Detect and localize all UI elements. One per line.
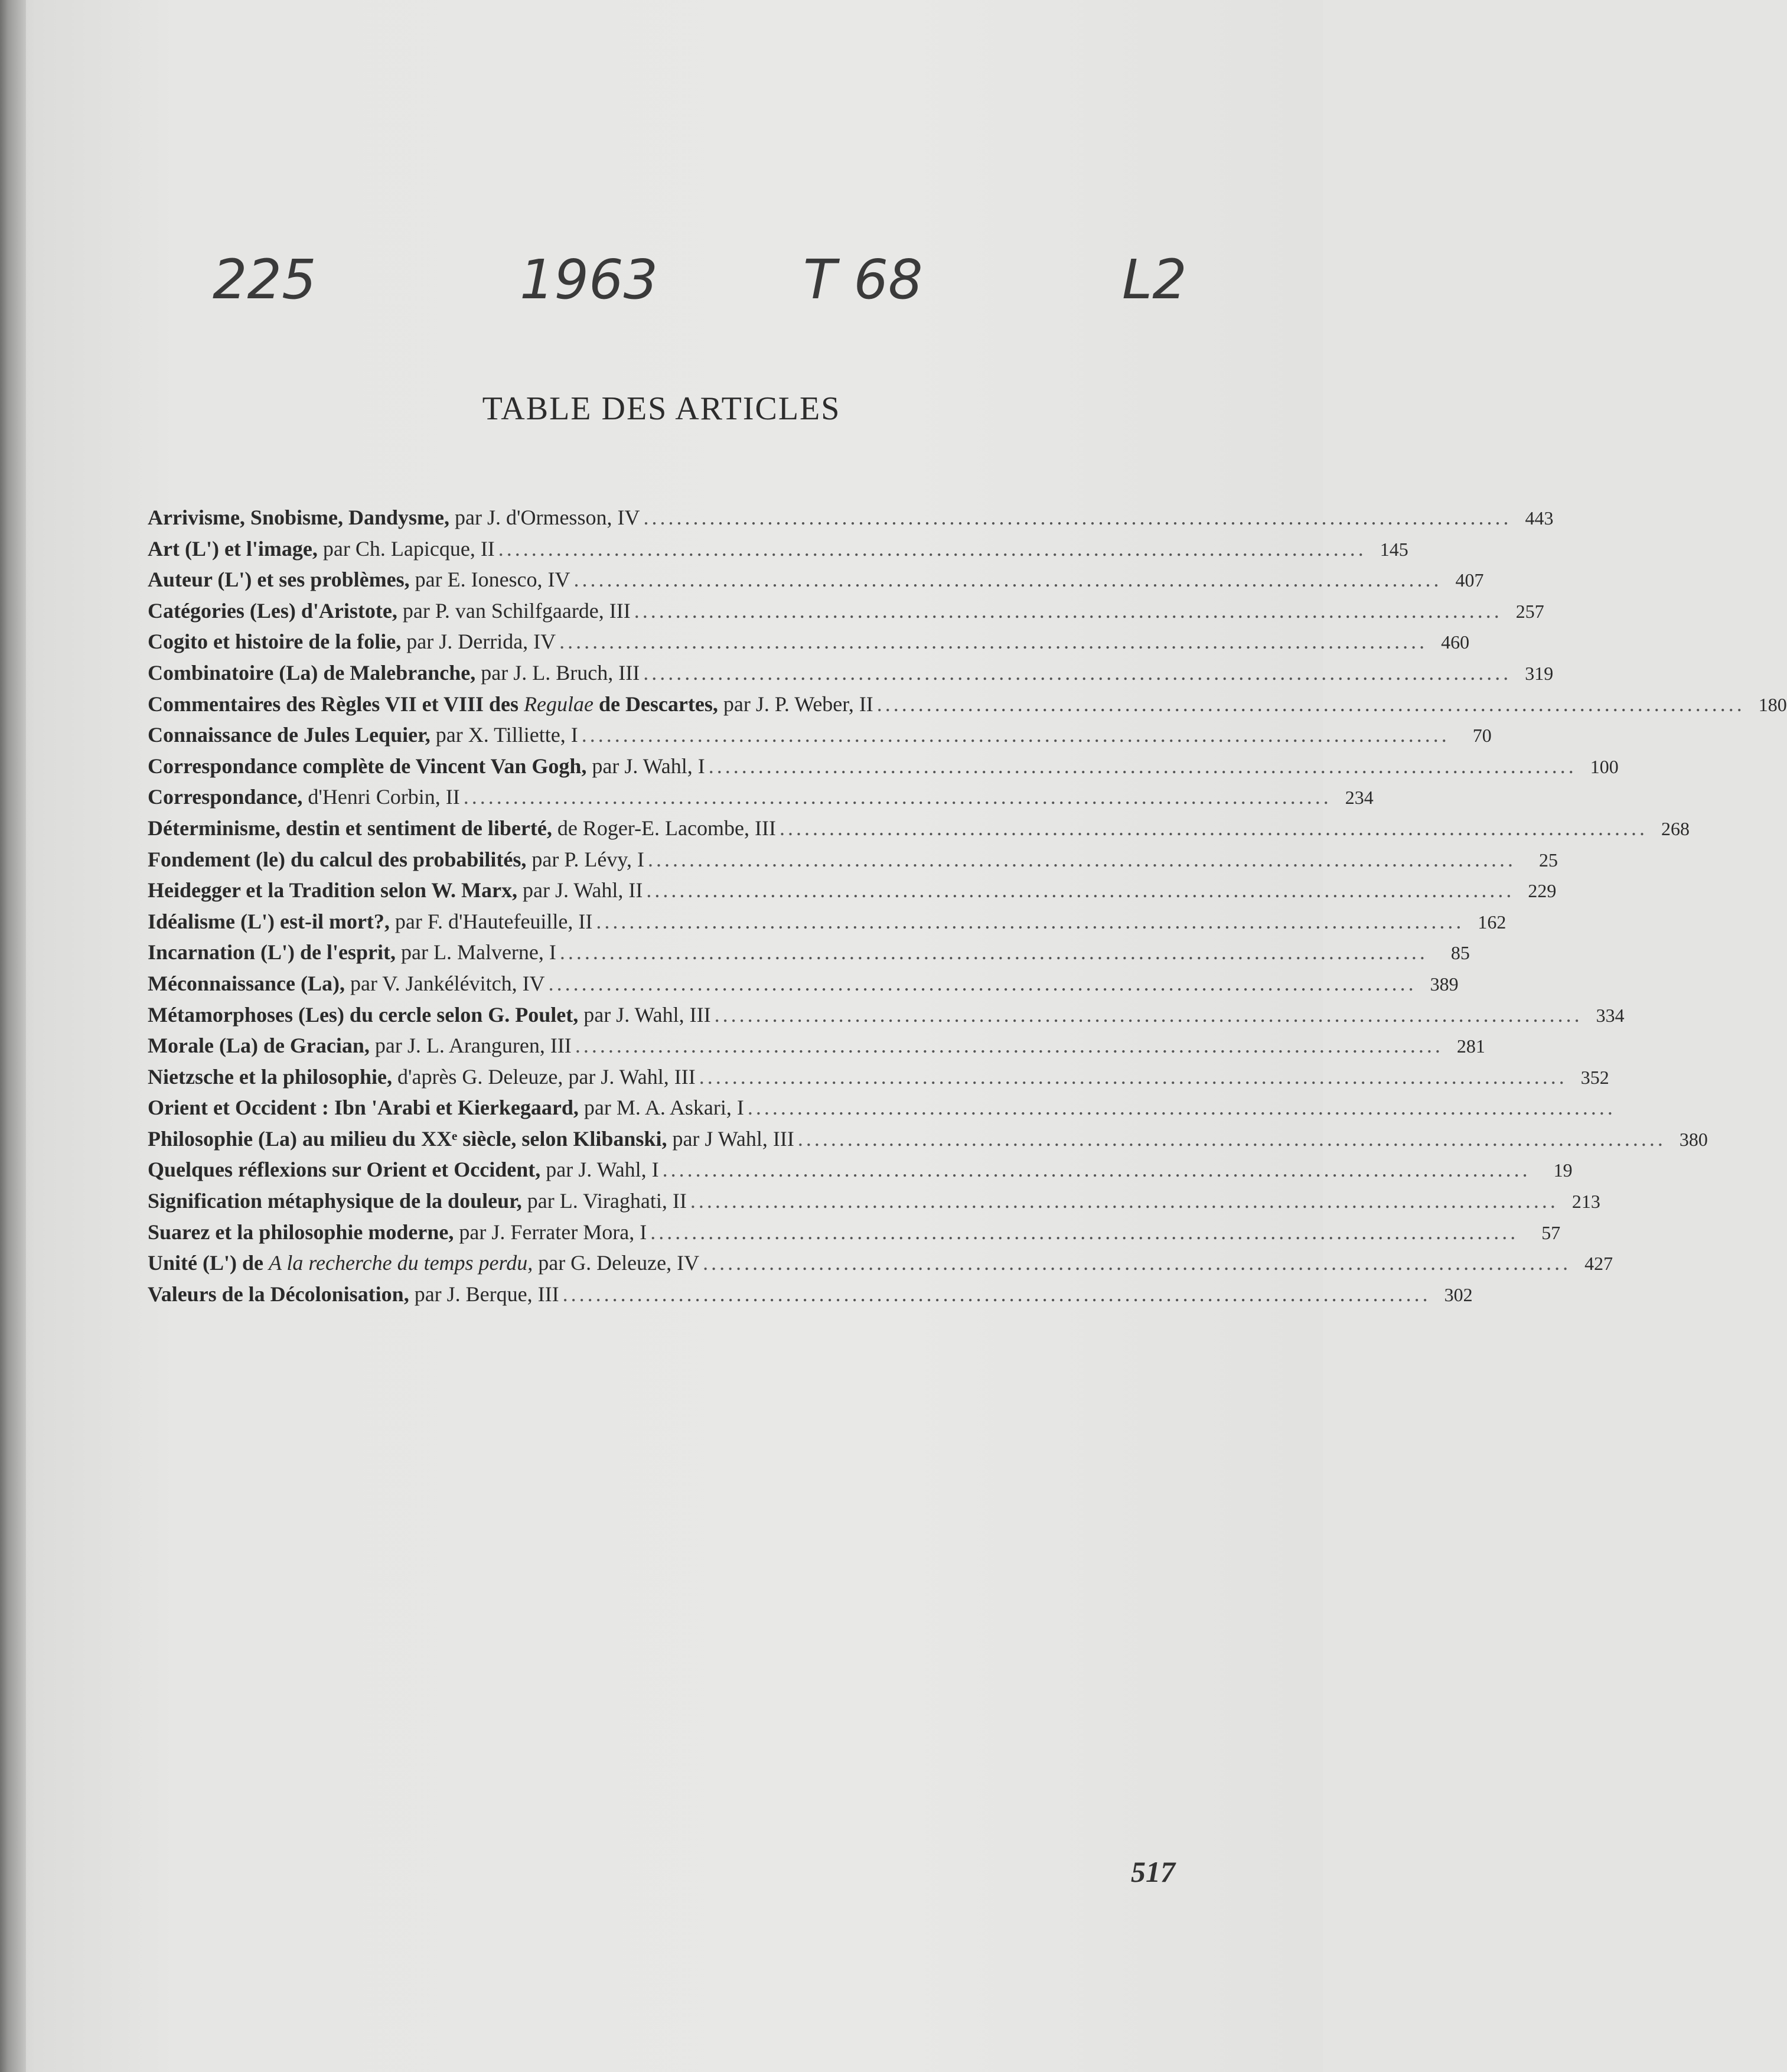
table-of-articles [148, 505, 1787, 1312]
entry-page-number: 334 [1596, 1004, 1625, 1026]
entry-author: par E. Ionesco, IV [409, 568, 570, 592]
dot-leader [634, 598, 1498, 623]
dot-leader [663, 1157, 1527, 1182]
toc-entry [148, 784, 1374, 816]
entry-page-number: 57 [1541, 1221, 1561, 1243]
entry-title: Cogito et histoire de la folie, [148, 630, 402, 654]
entry-author: par P. Lévy, I [526, 847, 644, 871]
dot-leader [648, 847, 1512, 872]
entry-title-italic: A la recherche du temps perdu, [268, 1251, 533, 1275]
entry-author: par Ch. Lapicque, II [317, 536, 495, 561]
entry-title: Fondement (le) du calcul des probabilités, [148, 847, 527, 871]
dot-leader [464, 784, 1328, 809]
entry-text [148, 909, 592, 934]
entry-author: par J. L. Aranguren, III [369, 1034, 572, 1058]
entry-page-number: 70 [1472, 725, 1492, 747]
entry-text [148, 847, 644, 872]
entry-title: Suarez et la philosophie moderne, [148, 1220, 454, 1244]
entry-author: par L. Malverne, I [396, 940, 556, 965]
entry-text [148, 692, 873, 716]
entry-page-number: 407 [1455, 569, 1484, 591]
entry-title: Correspondance, [148, 785, 303, 809]
entry-page-number: 319 [1525, 662, 1554, 684]
toc-entry [148, 1064, 1609, 1096]
handwritten-note: T 68 [803, 248, 923, 311]
entry-title: Connaissance de Jules Lequier, [148, 723, 431, 747]
toc-entry [148, 940, 1470, 971]
dot-leader [596, 909, 1460, 934]
entry-page-number: 460 [1441, 631, 1470, 653]
entry-title: Unité (L') de [148, 1251, 269, 1275]
dot-leader [650, 1220, 1514, 1244]
entry-title: Heidegger et la Tradition selon W. Marx, [148, 878, 517, 903]
entry-author: par X. Tilliette, I [430, 723, 578, 747]
dot-leader [690, 1188, 1554, 1213]
entry-title: Nietzsche et la philosophie, [148, 1064, 392, 1089]
handwritten-note: 1963 [520, 248, 658, 311]
handwritten-note: L2 [1122, 248, 1187, 311]
entry-page-number: 443 [1525, 507, 1554, 529]
entry-text [148, 754, 705, 778]
toc-entry [148, 1282, 1473, 1313]
toc-entry [148, 1188, 1600, 1220]
dot-leader [574, 567, 1438, 592]
entry-text [148, 598, 631, 623]
entry-text [148, 629, 556, 654]
entry-page-number: 213 [1571, 1191, 1600, 1213]
entry-page-number: 19 [1553, 1159, 1573, 1181]
entry-author: par J. Wahl, I [586, 754, 705, 778]
handwritten-annotation [213, 248, 1252, 337]
entry-author: par J. Ferrater Mora, I [454, 1220, 647, 1244]
entry-author: par J. Wahl, I [540, 1158, 659, 1182]
entry-title: Arrivisme, Snobisme, Dandysme, [148, 506, 449, 529]
entry-page-number: 180 [1758, 693, 1787, 715]
entry-page-number: 389 [1430, 973, 1459, 995]
toc-entry [148, 660, 1554, 692]
entry-text [148, 1033, 572, 1058]
entry-author: de Roger-E. Lacombe, III [552, 816, 776, 840]
entry-title: Déterminisme, destin et sentiment de liberté, [148, 816, 552, 840]
entry-author: d'Henri Corbin, II [302, 785, 460, 809]
toc-entry [148, 536, 1408, 568]
entry-page-number: 268 [1661, 817, 1690, 839]
entry-text [148, 940, 556, 965]
toc-entry [148, 567, 1484, 598]
entry-page-number: 25 [1538, 849, 1558, 871]
entry-author: par J Wahl, III [667, 1126, 794, 1151]
toc-entry [148, 754, 1619, 785]
dot-leader [748, 1095, 1612, 1120]
entry-title: Orient et Occident : Ibn 'Arabi et Kierkegaard, [148, 1096, 579, 1120]
entry-author: par J. L. Bruch, III [475, 660, 640, 685]
dot-leader [699, 1064, 1563, 1089]
entry-text [148, 505, 640, 530]
entry-title: Philosophie (La) au milieu du XXᵉ siècle, selon Klibanski, [148, 1126, 667, 1151]
dot-leader [709, 754, 1573, 778]
dot-leader [780, 816, 1643, 840]
toc-entry [148, 1250, 1613, 1282]
entry-title: Méconnaissance (La), [148, 971, 345, 995]
entry-page-number: 302 [1444, 1283, 1473, 1305]
entry-title-cont: de Descartes, [593, 692, 718, 716]
entry-page-number: 352 [1580, 1066, 1609, 1088]
entry-author: par F. d'Hautefeuille, II [389, 909, 593, 933]
entry-title: Valeurs de la Décolonisation, [148, 1282, 409, 1306]
entry-title: Combinatoire (La) de Malebranche, [148, 660, 476, 685]
entry-text [148, 784, 460, 809]
entry-author: par G. Deleuze, IV [533, 1251, 700, 1275]
entry-title: Art (L') et l'image, [148, 536, 318, 561]
entry-page-number: 380 [1679, 1128, 1708, 1150]
handwritten-note: 225 [213, 248, 317, 311]
entry-title: Signification métaphysique de la douleur, [148, 1189, 522, 1213]
entry-text [148, 1220, 647, 1244]
entry-title: Idéalisme (L') est-il mort?, [148, 909, 390, 933]
entry-author: par J. Berque, III [409, 1282, 559, 1306]
toc-entry [148, 1002, 1625, 1034]
dot-leader [575, 1033, 1439, 1058]
entry-title-italic: Regulae [523, 692, 594, 716]
entry-text [148, 1064, 696, 1089]
entry-text [148, 878, 643, 903]
dot-leader [559, 629, 1423, 654]
entry-author: par J. Wahl, III [578, 1002, 711, 1027]
entry-author: par J. Wahl, II [517, 878, 643, 903]
entry-author: par J. Derrida, IV [401, 630, 556, 654]
dot-leader [877, 692, 1741, 716]
toc-entry [148, 1126, 1708, 1158]
toc-entry [148, 878, 1557, 909]
dot-leader [582, 722, 1446, 747]
entry-text [148, 1157, 659, 1182]
entry-text [148, 722, 578, 747]
dot-leader [703, 1250, 1567, 1275]
entry-page-number: 145 [1380, 538, 1408, 560]
dot-leader [798, 1126, 1662, 1151]
toc-entry [148, 598, 1544, 630]
toc-entry [148, 1157, 1573, 1188]
entry-text [148, 660, 640, 685]
entry-title: Commentaires des Règles VII et VIII des [148, 692, 524, 716]
binding-shadow [0, 0, 26, 2072]
entry-author: par M. A. Askari, I [578, 1096, 744, 1120]
entry-author: par J. d'Ormesson, IV [449, 506, 640, 529]
entry-text [148, 1188, 687, 1213]
toc-entry [148, 505, 1554, 536]
entry-title: Morale (La) de Gracian, [148, 1034, 370, 1058]
entry-page-number: 229 [1528, 880, 1557, 902]
toc-entry [148, 971, 1459, 1002]
entry-text [148, 1002, 711, 1027]
entry-title: Correspondance complète de Vincent Van Gogh, [148, 754, 587, 778]
entry-author: par L. Viraghati, II [521, 1189, 687, 1213]
toc-entry [148, 629, 1470, 660]
entry-text [148, 1250, 699, 1275]
entry-text [148, 971, 545, 996]
page-title: TABLE DES ARTICLES [482, 390, 841, 427]
dot-leader [643, 505, 1507, 530]
entry-title: Métamorphoses (Les) du cercle selon G. Poulet, [148, 1002, 579, 1027]
toc-entry [148, 1033, 1485, 1064]
toc-entry [148, 1095, 1175, 1126]
entry-page-number: 162 [1478, 911, 1506, 933]
dot-leader [498, 536, 1362, 561]
toc-entry [148, 847, 1558, 878]
entry-page-number: 100 [1590, 755, 1619, 777]
entry-author: par J. P. Weber, II [718, 692, 873, 716]
toc-entry [148, 722, 1492, 754]
entry-text [148, 1126, 794, 1151]
dot-leader [549, 971, 1413, 996]
dot-leader [646, 878, 1510, 903]
dot-leader [560, 940, 1424, 965]
entry-text [148, 1095, 744, 1120]
dot-leader [715, 1002, 1579, 1027]
entry-page-number: 427 [1584, 1253, 1613, 1275]
entry-page-number: 234 [1345, 787, 1374, 809]
entry-text [148, 816, 776, 840]
entry-text [148, 567, 570, 592]
entry-title: Auteur (L') et ses problèmes, [148, 568, 410, 592]
entry-author: par P. van Schilfgaarde, III [397, 598, 631, 623]
entry-page-number: 281 [1456, 1035, 1485, 1057]
entry-author: d'après G. Deleuze, par J. Wahl, III [392, 1064, 696, 1089]
entry-title: Incarnation (L') de l'esprit, [148, 940, 396, 965]
toc-entry [148, 909, 1506, 940]
entry-title: Quelques réflexions sur Orient et Occident, [148, 1158, 541, 1182]
dot-leader [643, 660, 1507, 685]
toc-entry [148, 1220, 1561, 1251]
entry-author: par V. Jankélévitch, IV [344, 971, 545, 995]
toc-entry [148, 816, 1690, 847]
entry-text [148, 1282, 559, 1307]
page-number: 517 [1131, 1855, 1175, 1888]
dot-leader [563, 1282, 1427, 1307]
toc-entry [148, 692, 1787, 723]
entry-page-number: 85 [1450, 942, 1470, 964]
entry-title: Catégories (Les) d'Aristote, [148, 598, 397, 623]
entry-page-number: 257 [1515, 600, 1544, 622]
entry-text [148, 536, 495, 561]
